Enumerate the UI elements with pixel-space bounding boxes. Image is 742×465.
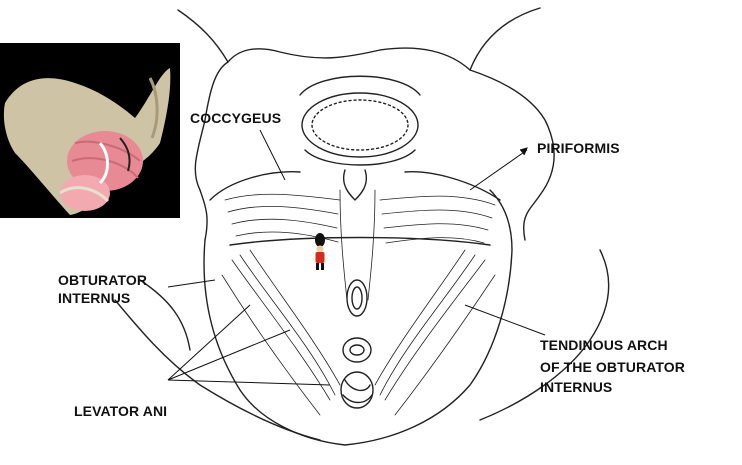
label-tendinous-arch-3: INTERNUS: [540, 379, 613, 395]
leader-levator-2: [168, 330, 290, 380]
pelvis-model-inset: [0, 43, 180, 218]
label-piriformis: PIRIFORMIS: [537, 140, 620, 156]
sacral-vertebra: [302, 93, 418, 157]
leader-levator-3: [168, 380, 330, 385]
tendinous-arch-line: [230, 238, 490, 246]
urethra-opening: [347, 280, 367, 316]
label-tendinous-arch-1: TENDINOUS ARCH: [540, 337, 668, 353]
vaginal-opening: [343, 338, 371, 362]
label-obturator-internus-2: INTERNUS: [58, 290, 131, 306]
label-levator-ani: LEVATOR ANI: [74, 403, 168, 419]
coccyx: [344, 170, 367, 200]
leader-obturator: [168, 280, 215, 287]
label-coccygeus: COCCYGEUS: [190, 110, 282, 126]
leader-piriformis: [470, 150, 527, 190]
leader-tendinous-arch: [465, 305, 545, 335]
label-obturator-internus-1: OBTURATOR: [58, 272, 148, 288]
figurine-marker: [315, 233, 325, 270]
label-tendinous-arch-2: OF THE OBTURATOR: [540, 359, 685, 375]
